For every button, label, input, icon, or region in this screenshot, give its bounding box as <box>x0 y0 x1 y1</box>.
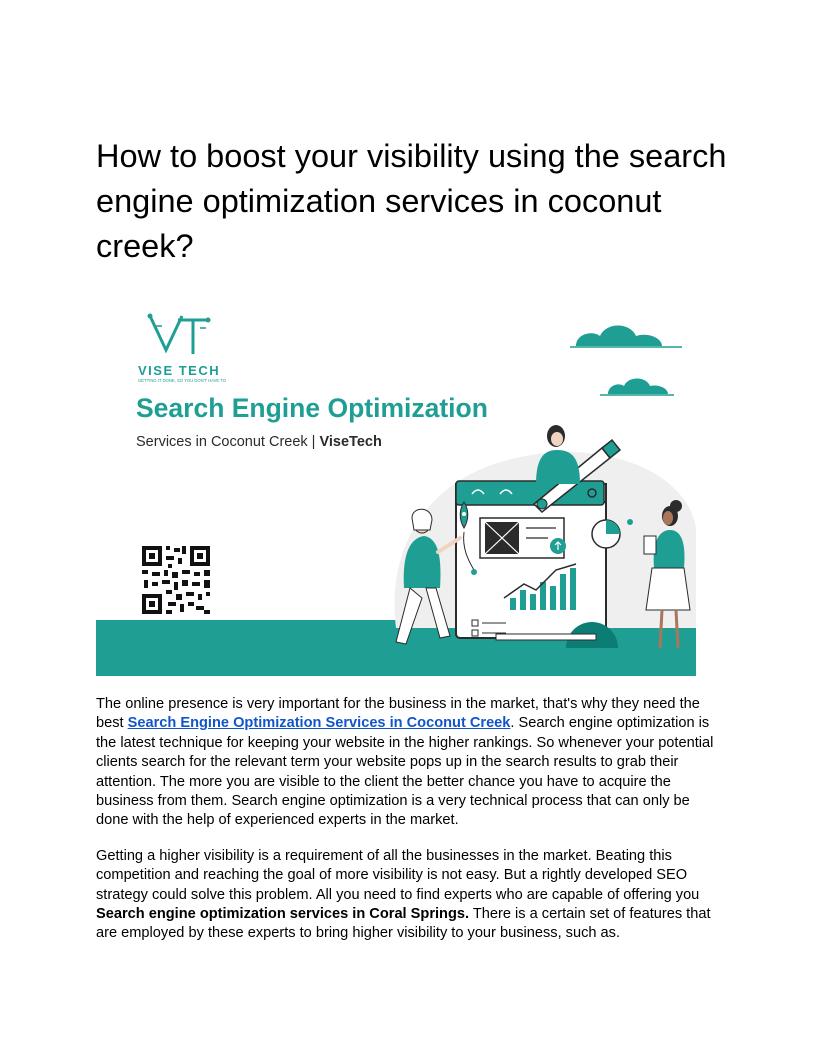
logo-tagline: GETTING IT DONE, SO YOU DON'T HAVE TO <box>138 378 227 383</box>
dashboard-illustration <box>456 481 606 638</box>
cloud-icon <box>600 379 674 396</box>
paragraph: The online presence is very important for the business in the market, that's why they need the best Search Engine Optimization Services in Coconut Creek. Search engine optimization is the latest technique for keeping your website in the higher rankings. So whenever your potential clients search for the relevant term your website pops up in the search results to grab their attention. The more you are visible to the client the better chance you have to acquire the business from them. Search engine optimization is a very technical process that can only be done with the help of experienced experts in the market. <box>96 696 714 829</box>
banner-heading: Search Engine Optimization <box>136 393 488 423</box>
article-body <box>96 695 726 960</box>
seo-services-link[interactable]: Search Engine Optimization Services in Coconut Creek <box>127 715 511 732</box>
qr-code-icon <box>140 544 212 616</box>
logo-text: VISE TECH <box>138 363 221 378</box>
seo-banner-image <box>96 298 696 676</box>
banner-subheading: Services in Coconut Creek | ViseTech <box>136 434 382 450</box>
bold-phrase: Search engine optimization services in Coral Springs. <box>96 906 470 923</box>
page-title: How to boost your visibility using the search engine optimization services in coconut creek? <box>96 138 727 264</box>
cloud-icon <box>570 326 682 348</box>
paragraph: Getting a higher visibility is a requirement of all the businesses in the market. Beating this competition and reaching the goal of more visibility is not easy. But a rightly developed SEO strategy could solve this problem. All you need to find experts who are capable of offering you Search engine optimization services in Coral Springs. There is a certain set of features that are employed by these experts to bring higher visibility to your business, such as. <box>96 847 711 942</box>
vise-tech-logo <box>138 314 227 384</box>
